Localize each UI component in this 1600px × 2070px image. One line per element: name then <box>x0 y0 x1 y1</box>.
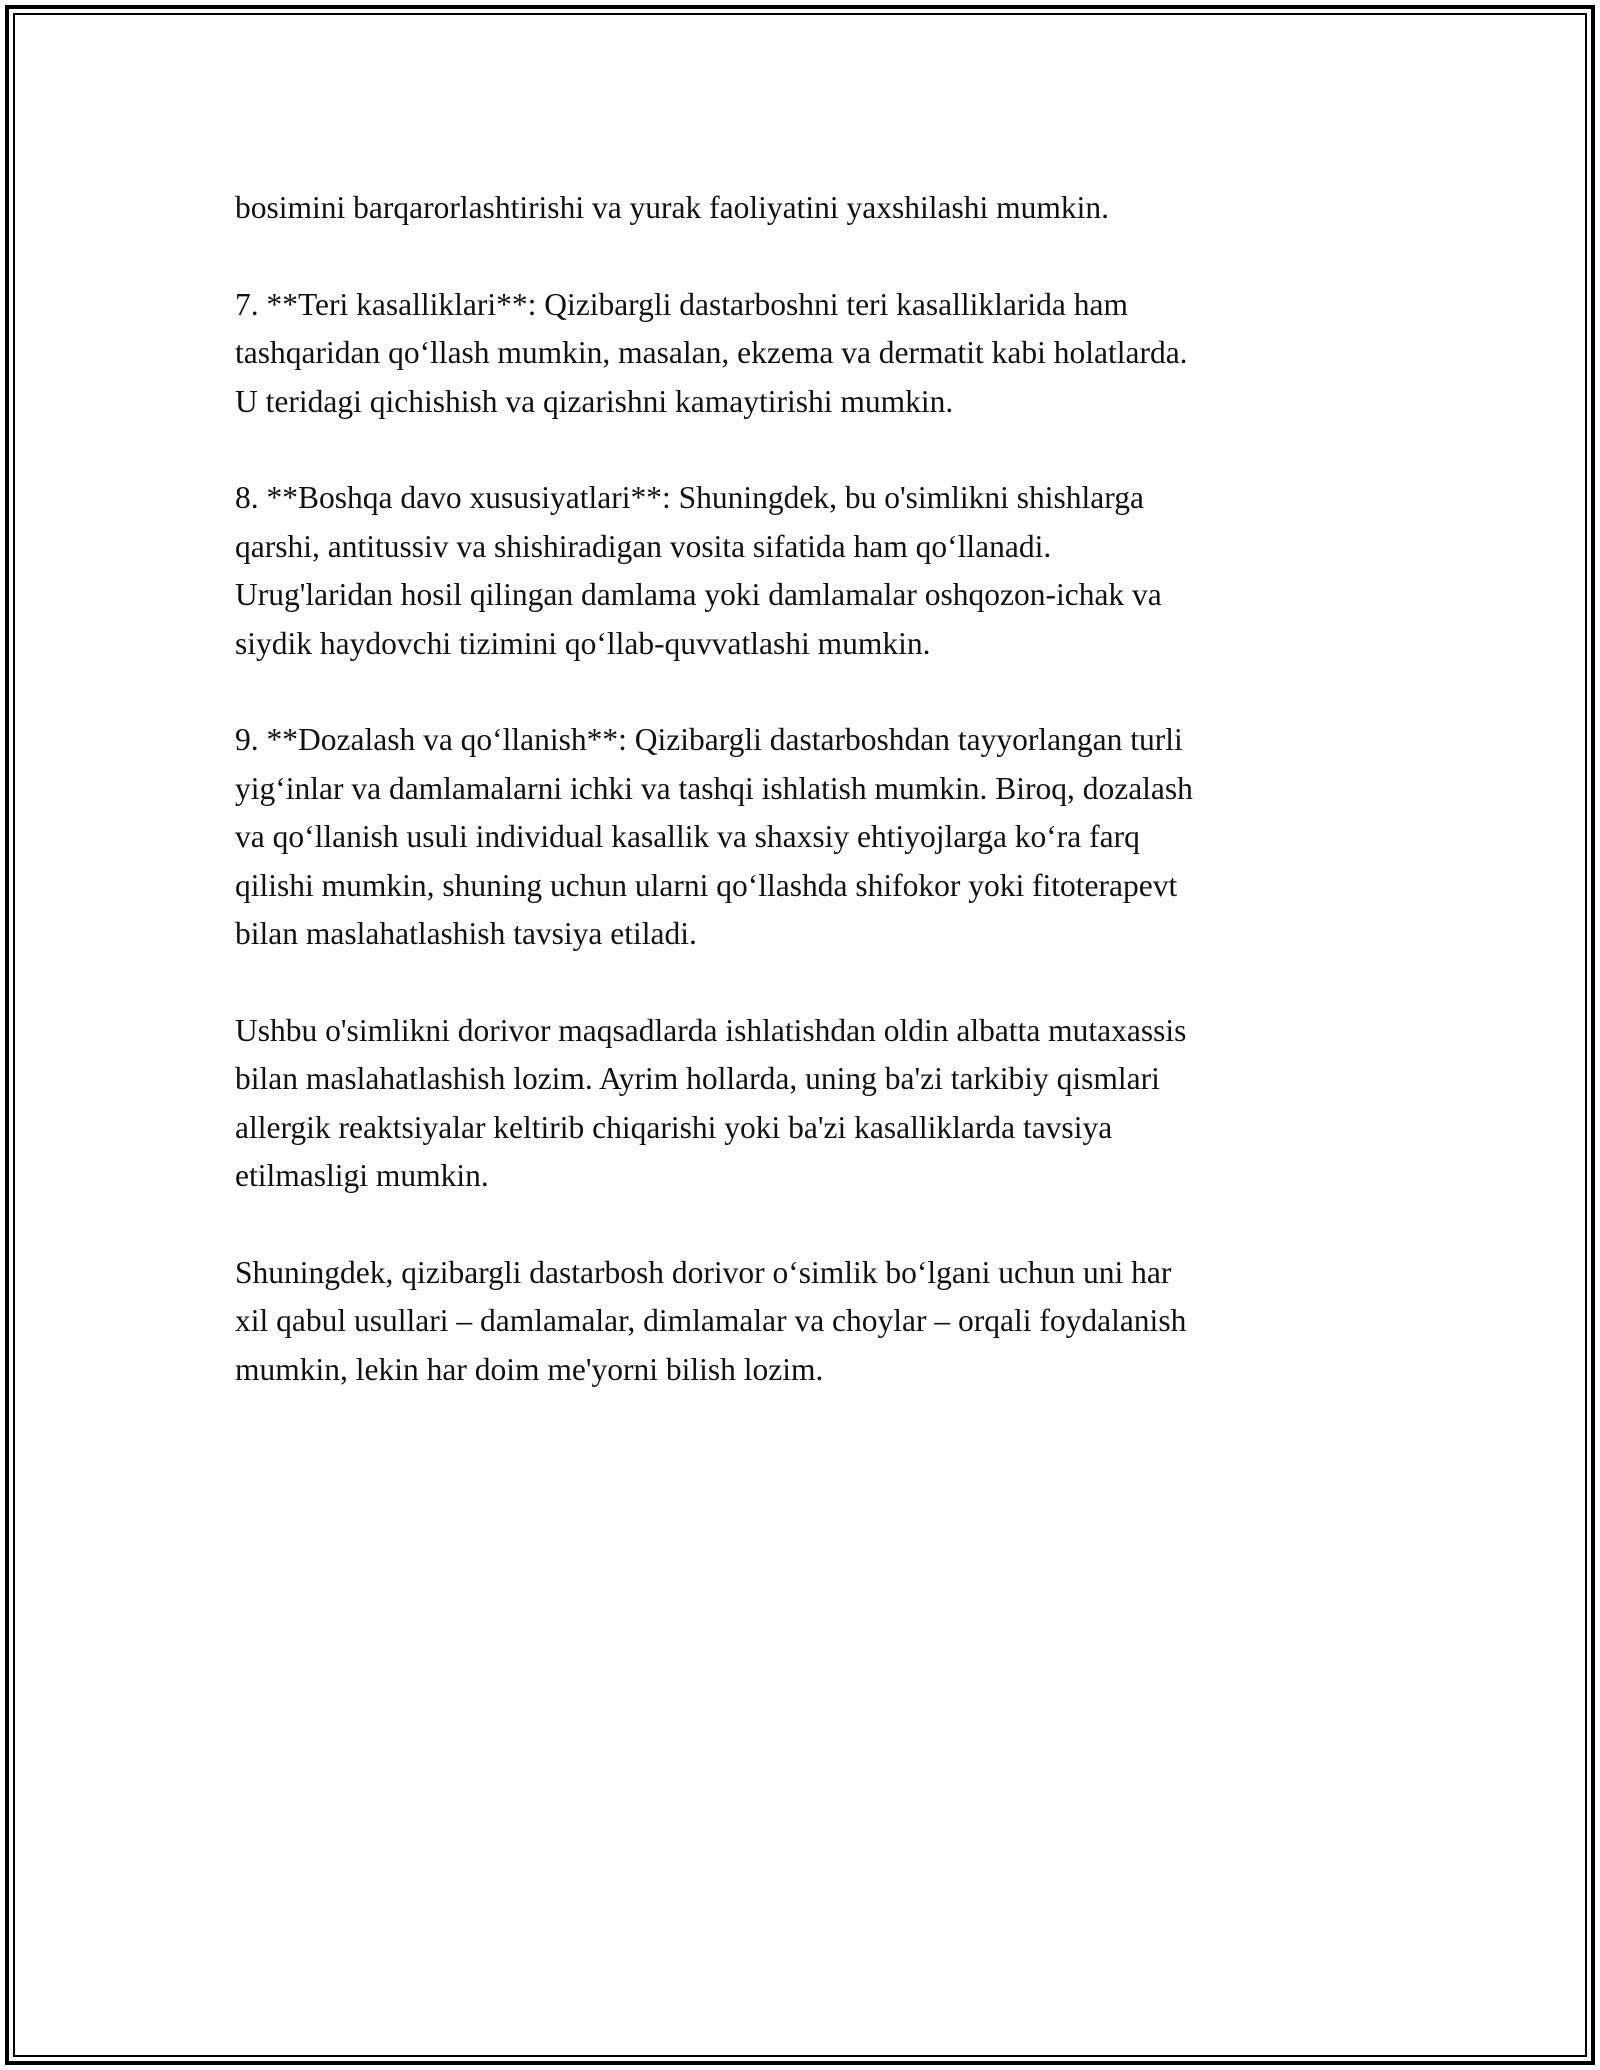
text-line: bosimini barqarorlashtirishi va yurak faoliyatini yaxshilashi mumkin. <box>235 190 1109 225</box>
text-line: 9. **Dozalash va qo‘llanish**: Qizibargli dastarboshdan tayyorlangan turli <box>235 722 1183 758</box>
text-line: Urug'laridan hosil qilingan damlama yoki damlamalar oshqozon-ichak va <box>235 577 1162 613</box>
text-line: va qo‘llanish usuli individual kasallik va shaxsiy ehtiyojlarga ko‘ra farq <box>235 819 1140 855</box>
paragraph-item-9 <box>235 716 1370 958</box>
text-line: tashqaridan qo‘llash mumkin, masalan, ekzema va dermatit kabi holatlarda. <box>235 335 1188 371</box>
text-line: Shuningdek, qizibargli dastarbosh dorivor o‘simlik bo‘lgani uchun uni har <box>235 1254 1172 1290</box>
paragraph-closing <box>235 1249 1370 1394</box>
text-line: 7. **Teri kasalliklari**: Qizibargli dastarboshni teri kasalliklarida ham <box>235 286 1128 322</box>
text-line: siydik haydovchi tizimini qo‘llab-quvvatlashi mumkin. <box>235 625 931 661</box>
paragraph-item-7 <box>235 281 1370 426</box>
text-line: qilishi mumkin, shuning uchun ularni qo‘llashda shifokor yoki fitoterapevt <box>235 867 1178 903</box>
document-body <box>235 184 1370 1442</box>
text-line: allergik reaktsiyalar keltirib chiqarishi yoki ba'zi kasalliklarda tavsiya <box>235 1109 1113 1145</box>
text-line: mumkin, lekin har doim me'yorni bilish lozim. <box>235 1351 824 1387</box>
paragraph-item-8 <box>235 474 1370 668</box>
paragraph-warning <box>235 1007 1370 1201</box>
text-line: yig‘inlar va damlamalarni ichki va tashqi ishlatish mumkin. Biroq, dozalash <box>235 770 1193 806</box>
text-line: 8. **Boshqa davo xususiyatlari**: Shuningdek, bu o'simlikni shishlarga <box>235 480 1144 516</box>
text-line: etilmasligi mumkin. <box>235 1158 489 1194</box>
text-line: U teridagi qichishish va qizarishni kamaytirishi mumkin. <box>235 383 954 419</box>
text-line: bilan maslahatlashish lozim. Ayrim hollarda, uning ba'zi tarkibiy qismlari <box>235 1061 1160 1097</box>
text-line: xil qabul usullari – damlamalar, dimlamalar va choylar – orqali foydalanish <box>235 1303 1187 1339</box>
text-line: bilan maslahatlashish tavsiya etiladi. <box>235 916 697 952</box>
text-line: qarshi, antitussiv va shishiradigan vosita sifatida ham qo‘llanadi. <box>235 528 1052 564</box>
paragraph-continuation <box>235 184 1370 232</box>
text-line: Ushbu o'simlikni dorivor maqsadlarda ishlatishdan oldin albatta mutaxassis <box>235 1012 1187 1048</box>
